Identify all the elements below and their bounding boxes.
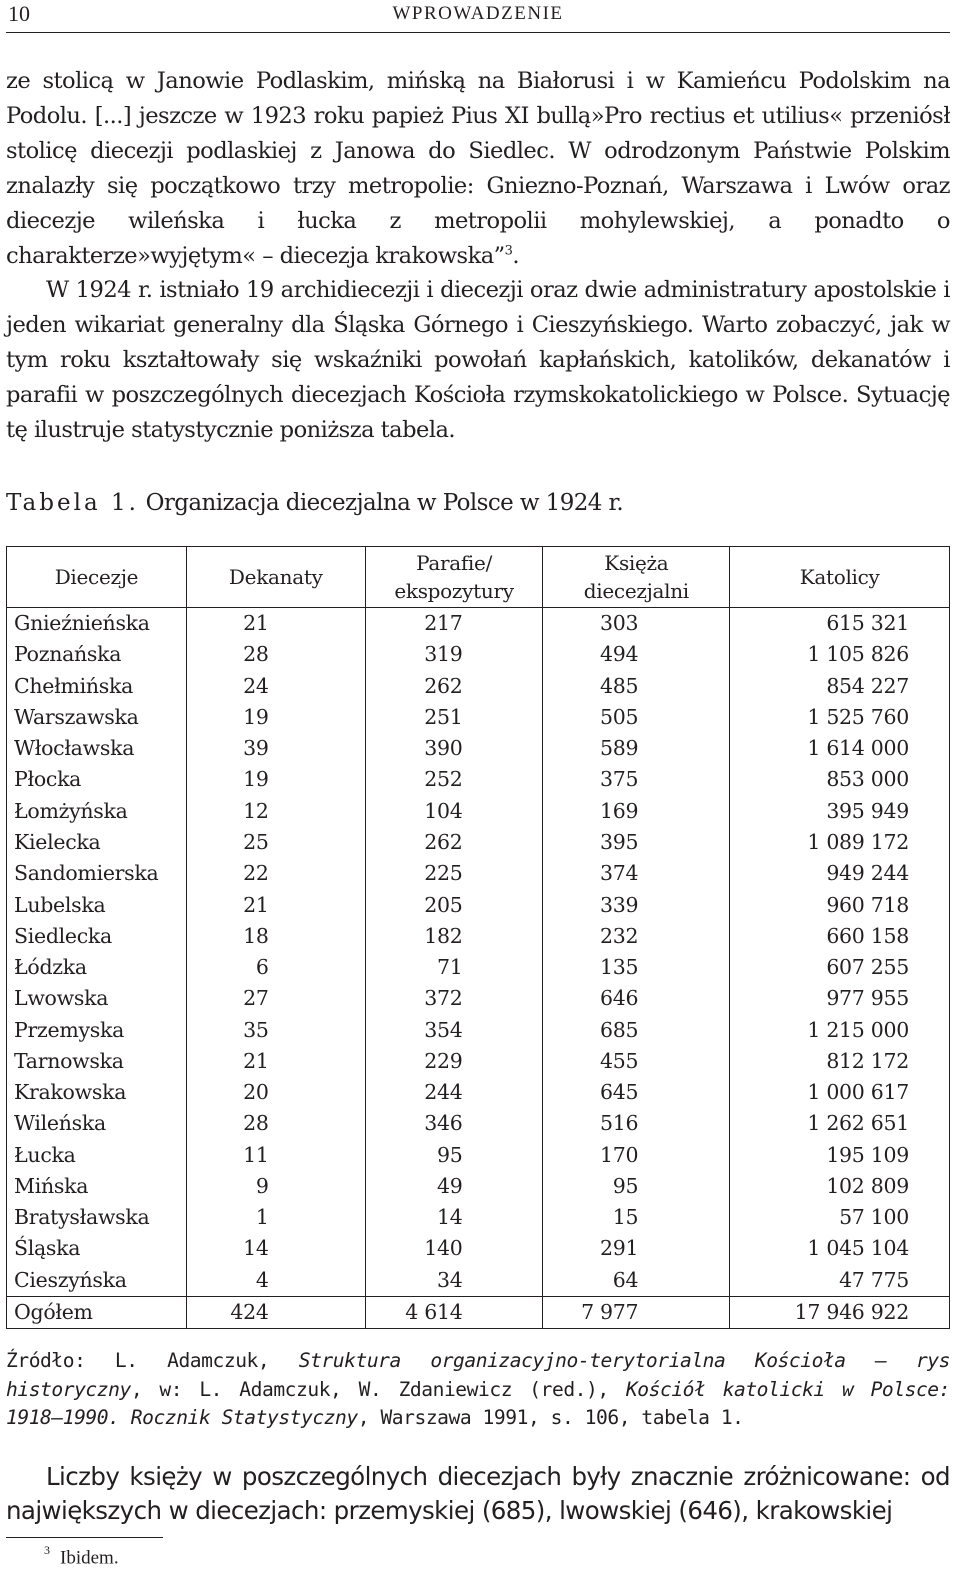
header-ksieza-line-1: Księża bbox=[604, 551, 669, 575]
cell-ksieza: 135 bbox=[543, 952, 730, 983]
cell-parafie: 205 bbox=[365, 889, 543, 920]
cell-katolicy: 607 255 bbox=[730, 952, 950, 983]
cell-dekanaty: 24 bbox=[186, 671, 365, 702]
cell-dekanaty: 4 bbox=[186, 1265, 365, 1297]
cell-katolicy: 615 321 bbox=[730, 608, 950, 640]
total-cell-diecezja: Ogółem bbox=[7, 1296, 187, 1328]
table-row bbox=[7, 921, 950, 952]
total-cell-katolicy: 17 946 922 bbox=[730, 1296, 950, 1328]
footnote-text: Ibidem. bbox=[60, 1547, 119, 1569]
table-row bbox=[7, 983, 950, 1014]
cell-katolicy: 660 158 bbox=[730, 921, 950, 952]
table-row bbox=[7, 889, 950, 920]
table-row bbox=[7, 733, 950, 764]
cell-ksieza: 646 bbox=[543, 983, 730, 1014]
table-row bbox=[7, 1108, 950, 1139]
cell-ksieza: 64 bbox=[543, 1265, 730, 1297]
cell-ksieza: 232 bbox=[543, 921, 730, 952]
cell-katolicy: 1 525 760 bbox=[730, 702, 950, 733]
cell-diecezja: Kielecka bbox=[7, 827, 187, 858]
cell-parafie: 182 bbox=[365, 921, 543, 952]
cell-dekanaty: 21 bbox=[186, 608, 365, 640]
cell-diecezja: Chełmińska bbox=[7, 671, 187, 702]
cell-dekanaty: 39 bbox=[186, 733, 365, 764]
cell-diecezja: Lubelska bbox=[7, 889, 187, 920]
cell-dekanaty: 28 bbox=[186, 639, 365, 670]
source-title-2: Kościół katolicki w Polsce: 1918–1990. Rocznik Statystyczny bbox=[6, 1377, 950, 1430]
header-parafie bbox=[365, 547, 543, 608]
cell-parafie: 346 bbox=[365, 1108, 543, 1139]
source-mid: , w: L. Adamczuk, W. Zdaniewicz (red.), bbox=[130, 1377, 626, 1401]
page-number: 10 bbox=[8, 1, 30, 26]
closing-paragraph bbox=[6, 1460, 950, 1528]
header-ksieza bbox=[543, 547, 730, 608]
cell-parafie: 251 bbox=[365, 702, 543, 733]
cell-diecezja: Śląska bbox=[7, 1233, 187, 1264]
table-row bbox=[7, 671, 950, 702]
cell-katolicy: 1 215 000 bbox=[730, 1014, 950, 1045]
table-total-row bbox=[7, 1296, 950, 1328]
footnote bbox=[44, 1545, 119, 1569]
cell-parafie: 140 bbox=[365, 1233, 543, 1264]
total-cell-ksieza: 7 977 bbox=[543, 1296, 730, 1328]
cell-dekanaty: 35 bbox=[186, 1014, 365, 1045]
cell-parafie: 262 bbox=[365, 671, 543, 702]
cell-parafie: 244 bbox=[365, 1077, 543, 1108]
cell-dekanaty: 18 bbox=[186, 921, 365, 952]
cell-diecezja: Sandomierska bbox=[7, 858, 187, 889]
cell-katolicy: 949 244 bbox=[730, 858, 950, 889]
cell-parafie: 95 bbox=[365, 1140, 543, 1171]
closing-paragraph-text: Liczby księży w poszczególnych diecezjach były znacznie zróżnicowane: od największych w diecezjach: przemyskiej (685), lwowskiej (646), krakowskiej bbox=[6, 1462, 950, 1525]
cell-katolicy: 1 262 651 bbox=[730, 1108, 950, 1139]
cell-ksieza: 375 bbox=[543, 764, 730, 795]
cell-parafie: 390 bbox=[365, 733, 543, 764]
cell-ksieza: 494 bbox=[543, 639, 730, 670]
cell-diecezja: Wileńska bbox=[7, 1108, 187, 1139]
cell-parafie: 252 bbox=[365, 764, 543, 795]
total-cell-parafie: 4 614 bbox=[365, 1296, 543, 1328]
table-source bbox=[6, 1347, 950, 1433]
table-row bbox=[7, 1171, 950, 1202]
cell-katolicy: 47 775 bbox=[730, 1265, 950, 1297]
cell-diecezja: Łódzka bbox=[7, 952, 187, 983]
header-katolicy: Katolicy bbox=[730, 547, 950, 608]
cell-diecezja: Poznańska bbox=[7, 639, 187, 670]
header-ksieza-line-2: diecezjalni bbox=[583, 579, 689, 603]
table-row bbox=[7, 608, 950, 640]
cell-diecezja: Siedlecka bbox=[7, 921, 187, 952]
cell-ksieza: 505 bbox=[543, 702, 730, 733]
intro-paragraph bbox=[6, 64, 950, 448]
cell-diecezja: Bratysławska bbox=[7, 1202, 187, 1233]
cell-katolicy: 395 949 bbox=[730, 796, 950, 827]
cell-katolicy: 960 718 bbox=[730, 889, 950, 920]
cell-ksieza: 455 bbox=[543, 1046, 730, 1077]
cell-diecezja: Krakowska bbox=[7, 1077, 187, 1108]
cell-katolicy: 853 000 bbox=[730, 764, 950, 795]
cell-ksieza: 374 bbox=[543, 858, 730, 889]
cell-dekanaty: 11 bbox=[186, 1140, 365, 1171]
cell-dekanaty: 20 bbox=[186, 1077, 365, 1108]
table-caption-label: Tabela 1. bbox=[6, 490, 139, 516]
cell-katolicy: 812 172 bbox=[730, 1046, 950, 1077]
table-row bbox=[7, 1233, 950, 1264]
cell-ksieza: 95 bbox=[543, 1171, 730, 1202]
table-row bbox=[7, 827, 950, 858]
cell-dekanaty: 6 bbox=[186, 952, 365, 983]
table-header-row bbox=[7, 547, 950, 608]
cell-diecezja: Łucka bbox=[7, 1140, 187, 1171]
cell-ksieza: 15 bbox=[543, 1202, 730, 1233]
source-suffix: , Warszawa 1991, s. 106, tabela 1. bbox=[357, 1406, 744, 1430]
cell-parafie: 354 bbox=[365, 1014, 543, 1045]
cell-ksieza: 395 bbox=[543, 827, 730, 858]
cell-katolicy: 195 109 bbox=[730, 1140, 950, 1171]
cell-ksieza: 170 bbox=[543, 1140, 730, 1171]
running-header bbox=[6, 0, 950, 33]
cell-katolicy: 977 955 bbox=[730, 983, 950, 1014]
cell-dekanaty: 21 bbox=[186, 889, 365, 920]
cell-diecezja: Tarnowska bbox=[7, 1046, 187, 1077]
cell-dekanaty: 28 bbox=[186, 1108, 365, 1139]
table-row bbox=[7, 1014, 950, 1045]
table-row bbox=[7, 764, 950, 795]
cell-parafie: 34 bbox=[365, 1265, 543, 1297]
cell-ksieza: 685 bbox=[543, 1014, 730, 1045]
footnote-reference[interactable]: 3 bbox=[504, 243, 513, 258]
table-row bbox=[7, 1140, 950, 1171]
cell-katolicy: 1 000 617 bbox=[730, 1077, 950, 1108]
cell-katolicy: 102 809 bbox=[730, 1171, 950, 1202]
cell-dekanaty: 14 bbox=[186, 1233, 365, 1264]
cell-katolicy: 1 045 104 bbox=[730, 1233, 950, 1264]
cell-dekanaty: 21 bbox=[186, 1046, 365, 1077]
cell-diecezja: Przemyska bbox=[7, 1014, 187, 1045]
cell-dekanaty: 9 bbox=[186, 1171, 365, 1202]
cell-ksieza: 485 bbox=[543, 671, 730, 702]
cell-dekanaty: 19 bbox=[186, 702, 365, 733]
total-cell-dekanaty: 424 bbox=[186, 1296, 365, 1328]
intro-text-1-end: . bbox=[512, 242, 520, 269]
cell-parafie: 225 bbox=[365, 858, 543, 889]
cell-ksieza: 291 bbox=[543, 1233, 730, 1264]
cell-ksieza: 339 bbox=[543, 889, 730, 920]
cell-ksieza: 589 bbox=[543, 733, 730, 764]
header-parafie-line-2: ekspozytury bbox=[394, 579, 514, 603]
footnote-number: 3 bbox=[44, 1543, 50, 1557]
table-row bbox=[7, 952, 950, 983]
cell-dekanaty: 25 bbox=[186, 827, 365, 858]
cell-diecezja: Gnieźnieńska bbox=[7, 608, 187, 640]
cell-parafie: 319 bbox=[365, 639, 543, 670]
cell-dekanaty: 1 bbox=[186, 1202, 365, 1233]
table-caption bbox=[6, 490, 623, 516]
diocese-table bbox=[6, 546, 950, 1329]
cell-ksieza: 303 bbox=[543, 608, 730, 640]
table-row bbox=[7, 639, 950, 670]
header-dekanaty: Dekanaty bbox=[186, 547, 365, 608]
cell-parafie: 49 bbox=[365, 1171, 543, 1202]
cell-diecezja: Warszawska bbox=[7, 702, 187, 733]
cell-parafie: 372 bbox=[365, 983, 543, 1014]
cell-dekanaty: 12 bbox=[186, 796, 365, 827]
cell-ksieza: 645 bbox=[543, 1077, 730, 1108]
table-row bbox=[7, 858, 950, 889]
cell-parafie: 71 bbox=[365, 952, 543, 983]
table-caption-text: Organizacja diecezjalna w Polsce w 1924 r. bbox=[145, 490, 624, 516]
source-title-1: Struktura organizacyjno-terytorialna Kościoła – rys historyczny bbox=[6, 1349, 951, 1401]
table-row bbox=[7, 1077, 950, 1108]
cell-parafie: 14 bbox=[365, 1202, 543, 1233]
intro-text-2: W 1924 r. istniało 19 archidiecezji i diecezji oraz dwie administratury apostolskie i jeden wikariat generalny dla Śląska Górnego i Cieszyńskiego. Warto zobaczyć, jak w tym roku kształtowały się wskaźniki powołań kapłańskich, katolików, dekanatów i parafii w poszczególnych diecezjach Kościoła rzymskokatolickiego w Polsce. Sytuację tę ilustruje statystycznie poniższa tabela. bbox=[6, 277, 950, 444]
cell-katolicy: 1 614 000 bbox=[730, 733, 950, 764]
cell-dekanaty: 27 bbox=[186, 983, 365, 1014]
table-row bbox=[7, 1046, 950, 1077]
cell-diecezja: Łomżyńska bbox=[7, 796, 187, 827]
running-head-title: WPROWADZENIE bbox=[392, 3, 564, 24]
cell-parafie: 104 bbox=[365, 796, 543, 827]
cell-katolicy: 1 105 826 bbox=[730, 639, 950, 670]
cell-diecezja: Mińska bbox=[7, 1171, 187, 1202]
footnote-separator bbox=[6, 1537, 163, 1538]
cell-dekanaty: 22 bbox=[186, 858, 365, 889]
cell-parafie: 262 bbox=[365, 827, 543, 858]
intro-text-1: ze stolicą w Janowie Podlaskim, mińską na Białorusi i w Kamieńcu Podolskim na Podolu. [...] jeszcze w 1923 roku papież Pius XI bullą»Pro rectius et utilius« przeniósł stolicę diecezji podlaskiej z Janowa do Siedlec. W odrodzonym Państwie Polskim znalazły się początkowo trzy metropolie: Gniezno-Poznań, Warszawa i Lwów oraz diecezje wileńska i łucka z metropolii mohylewskiej, a ponadto o charakterze»wyjętym« – diecezja krakowska” bbox=[6, 68, 950, 269]
table-row bbox=[7, 702, 950, 733]
cell-katolicy: 1 089 172 bbox=[730, 827, 950, 858]
table-row bbox=[7, 1265, 950, 1297]
header-parafie-line-1: Parafie/ bbox=[416, 551, 493, 575]
cell-ksieza: 169 bbox=[543, 796, 730, 827]
cell-diecezja: Lwowska bbox=[7, 983, 187, 1014]
table-row bbox=[7, 1202, 950, 1233]
cell-diecezja: Cieszyńska bbox=[7, 1265, 187, 1297]
cell-katolicy: 57 100 bbox=[730, 1202, 950, 1233]
cell-diecezja: Płocka bbox=[7, 764, 187, 795]
cell-katolicy: 854 227 bbox=[730, 671, 950, 702]
cell-parafie: 217 bbox=[365, 608, 543, 640]
cell-parafie: 229 bbox=[365, 1046, 543, 1077]
table-row bbox=[7, 796, 950, 827]
header-diecezje: Diecezje bbox=[7, 547, 187, 608]
source-prefix: Źródło: L. Adamczuk, bbox=[6, 1349, 299, 1372]
cell-diecezja: Włocławska bbox=[7, 733, 187, 764]
cell-dekanaty: 19 bbox=[186, 764, 365, 795]
cell-ksieza: 516 bbox=[543, 1108, 730, 1139]
